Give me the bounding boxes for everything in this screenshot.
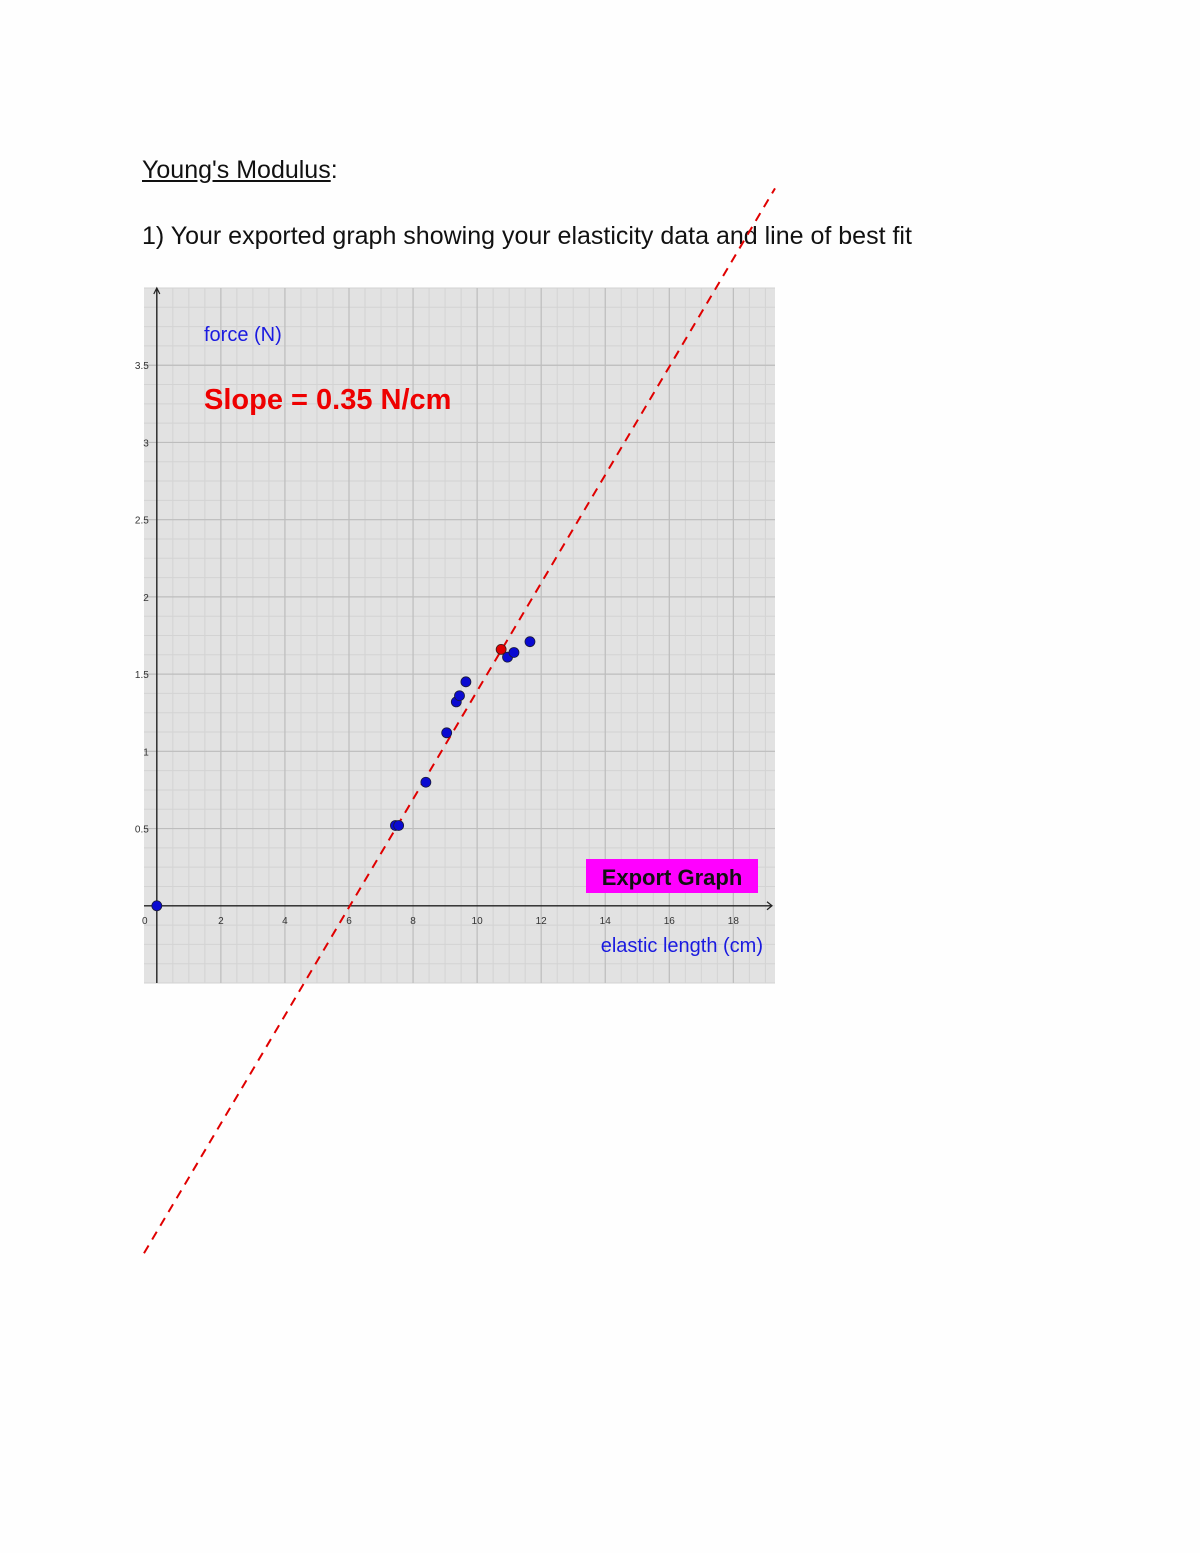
x-tick-label: 10 xyxy=(471,915,483,927)
highlighted-point xyxy=(496,644,506,654)
x-tick-label: 4 xyxy=(282,915,288,927)
document-heading xyxy=(142,156,338,185)
export-graph-button-label[interactable]: Export Graph xyxy=(601,865,743,890)
y-axis-label: force (N) xyxy=(204,324,282,346)
x-tick-label: 0 xyxy=(142,915,148,927)
data-point xyxy=(461,677,471,687)
x-tick-label: 6 xyxy=(346,915,352,927)
data-point xyxy=(442,728,452,738)
x-tick-label: 18 xyxy=(727,915,739,927)
y-tick-label: 0.5 xyxy=(134,824,149,836)
question-text: 1) Your exported graph showing your elasticity data and line of best fit xyxy=(142,222,912,250)
x-axis-label: elastic length (cm) xyxy=(600,935,763,957)
x-tick-label: 12 xyxy=(535,915,547,927)
exported-graph xyxy=(134,288,775,983)
data-point xyxy=(525,637,535,647)
graph-canvas xyxy=(134,288,775,983)
data-point xyxy=(152,901,162,911)
y-tick-label: 2 xyxy=(143,592,149,604)
y-tick-label: 2.5 xyxy=(134,515,149,527)
heading-text: Young's Modulus xyxy=(142,156,331,184)
data-point xyxy=(421,777,431,787)
slope-label: Slope = 0.35 N/cm xyxy=(204,384,452,416)
data-point xyxy=(509,647,519,657)
y-tick-label: 1 xyxy=(143,747,149,759)
data-point xyxy=(394,820,404,830)
y-tick-label: 1.5 xyxy=(134,670,149,682)
x-tick-label: 14 xyxy=(599,915,611,927)
y-tick-label: 3.5 xyxy=(134,361,149,373)
heading-colon: : xyxy=(330,156,338,184)
y-tick-label: 3 xyxy=(143,438,149,450)
x-tick-label: 8 xyxy=(410,915,416,927)
data-point xyxy=(455,691,465,701)
x-tick-label: 16 xyxy=(663,915,675,927)
export-graph-button[interactable] xyxy=(586,859,758,893)
x-tick-label: 2 xyxy=(218,915,224,927)
